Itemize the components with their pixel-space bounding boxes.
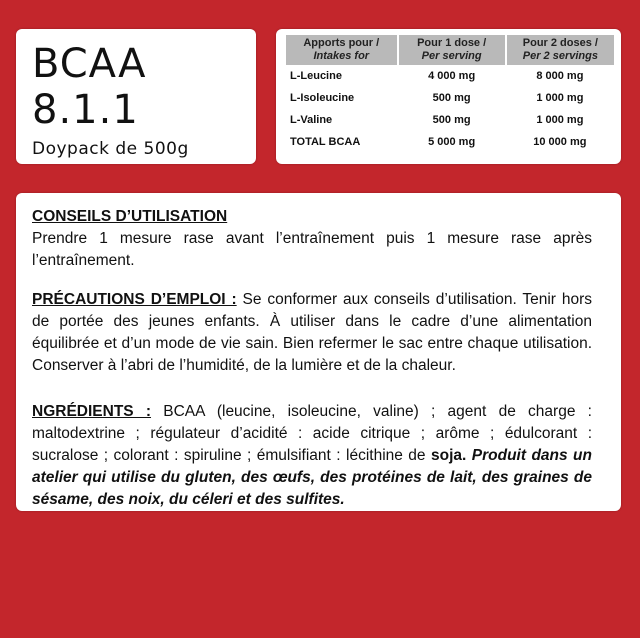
table-row [286, 109, 614, 131]
table-row [286, 65, 614, 87]
header-per-2-servings-fr: Pour 2 doses / [522, 37, 598, 49]
product-title-card [16, 29, 256, 164]
row-per-2-servings: 10 000 mg [533, 136, 587, 148]
product-name: BCAA 8.1.1 [32, 41, 147, 133]
row-per-2-servings: 1 000 mg [536, 92, 584, 104]
row-name: L-Isoleucine [290, 92, 355, 104]
row-name: L-Leucine [290, 70, 342, 82]
usage-section [32, 206, 592, 272]
header-per-serving [398, 35, 506, 65]
header-per-serving-fr: Pour 1 dose / [417, 37, 487, 49]
precautions-text: Se conformer aux conseils d’utilisation. Tenir hors de portée des jeunes enfants. À utiliser dans le cadre d’une alimentation équilibrée et d’un mode de vie sain. Bien refermer le sac entre chaque utilisation. Conserver à l’abri de l’humidité, de la lumière et de la chaleur. [32, 291, 592, 374]
row-per-serving: 5 000 mg [428, 136, 476, 148]
header-intakes-fr: Apports pour / [303, 37, 380, 49]
packaging-label: Doypack de 500g [32, 139, 189, 159]
usage-text: Prendre 1 mesure rase avant l’entraînement puis 1 mesure rase après l’entraînement. [32, 230, 592, 269]
header-per-2-servings [506, 35, 614, 65]
row-name: L-Valine [290, 114, 333, 126]
header-intakes-en: Intakes for [313, 50, 370, 62]
table-row [286, 131, 614, 153]
nutrition-table-card [276, 29, 621, 164]
nutrition-table [286, 35, 614, 153]
row-name: TOTAL BCAA [290, 136, 361, 148]
row-per-serving: 4 000 mg [428, 70, 476, 82]
table-header-row [286, 35, 614, 65]
info-card [16, 193, 621, 511]
row-per-2-servings: 8 000 mg [536, 70, 584, 82]
ingredients-section [32, 401, 592, 511]
ingredients-heading: NGRÉDIENTS : [32, 403, 152, 420]
usage-heading: CONSEILS D’UTILISATION [32, 208, 228, 225]
row-per-serving: 500 mg [432, 114, 471, 126]
header-per-serving-en: Per serving [421, 50, 482, 62]
allergen-warning: Produit dans un atelier qui utilise du gluten, des œufs, des protéines de lait, des graines de sésame, des noix, du céleri et des sulfites. [32, 447, 592, 508]
header-intakes [286, 35, 398, 65]
row-per-serving: 500 mg [432, 92, 471, 104]
ingredients-text: BCAA (leucine, isoleucine, valine) ; agent de charge : maltodextrine ; régulateur d’acidité : acide citrique ; arôme ; édulcorant : sucralose ; colorant : spiruline ; émulsifiant : lécithine de [32, 403, 592, 464]
table-row [286, 87, 614, 109]
precautions-heading: PRÉCAUTIONS D’EMPLOI : [32, 291, 237, 308]
precautions-section [32, 289, 592, 377]
row-per-2-servings: 1 000 mg [536, 114, 584, 126]
allergen-soja: soja. [431, 447, 467, 464]
header-per-2-servings-en: Per 2 servings [522, 50, 598, 62]
